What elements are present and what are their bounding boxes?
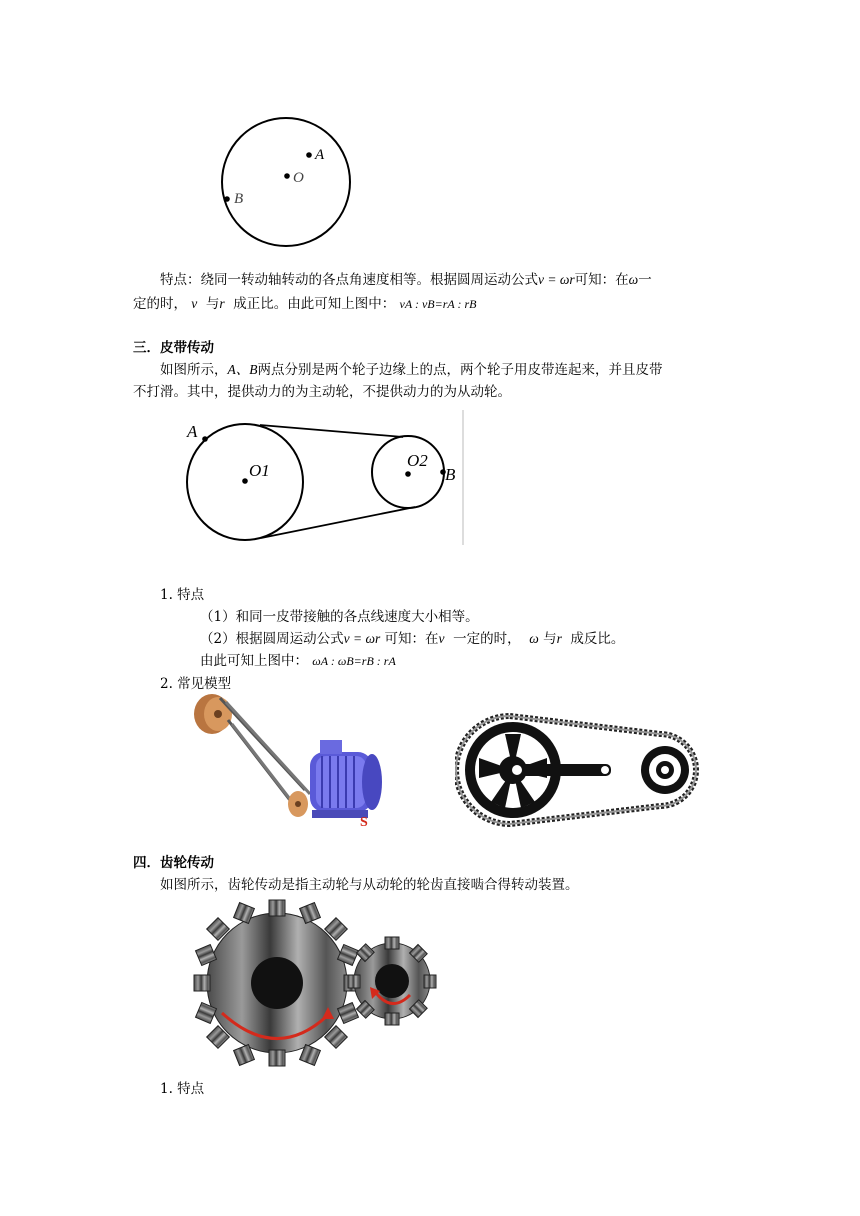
section-four-heading: 四．齿轮传动 [133,855,214,871]
point-b-label: B [234,191,244,207]
paragraph-same-axis-line1: 特点：绕同一转动轴转动的各点角速度相等。根据圆周运动公式v = ωr可知：在ω一 [160,272,652,288]
gear-drive-illustration [190,895,445,1070]
angular-ratio: ωA : ωB=rB : rA [312,654,396,668]
common-models-title: 2. 常见模型 [160,676,232,692]
belt-point-b-label: B [445,465,456,484]
point-o-label: O [293,170,304,186]
gear-features-title: 1. 特点 [160,1081,205,1097]
belt-feature-1: （1）和同一皮带接触的各点线速度大小相等。 [200,609,479,625]
section-three-intro-line1: 如图所示，A、B两点分别是两个轮子边缘上的点，两个轮子用皮带连起来，并且皮带 [160,362,663,378]
belt-drive-figure [175,410,470,550]
section-three-intro-line2: 不打滑。其中，提供动力的为主动轮，不提供动力的为从动轮。 [133,384,511,400]
section-four-intro: 如图所示，齿轮传动是指主动轮与从动轮的轮齿直接啮合得转动装置。 [160,877,579,893]
section-three-heading: 三．皮带传动 [133,340,214,356]
belt-features-title: 1. 特点 [160,587,205,603]
svg-text:S: S [360,815,368,830]
bicycle-chain-illustration [455,708,705,833]
paragraph-same-axis-line2: 定的时， v 与r 成正比。由此可知上图中： vA : vB=rA : rB [133,296,477,312]
formula-v-omega-r: v = ωr [538,272,575,287]
single-wheel-figure [210,105,360,255]
belt-point-a-label: A [187,422,198,441]
belt-feature-2: （2）根据圆周运动公式v = ωr 可知：在v 一定的时， ω 与r 成反比。 [200,631,625,647]
belt-feature-3: 由此可知上图中： ωA : ωB=rB : rA [200,653,396,669]
center-o1-label: O1 [249,461,270,480]
velocity-ratio: vA : vB=rA : rB [399,297,477,311]
motor-belt-illustration [190,690,390,830]
point-a-label: A [315,147,325,163]
center-o2-label: O2 [407,451,428,470]
